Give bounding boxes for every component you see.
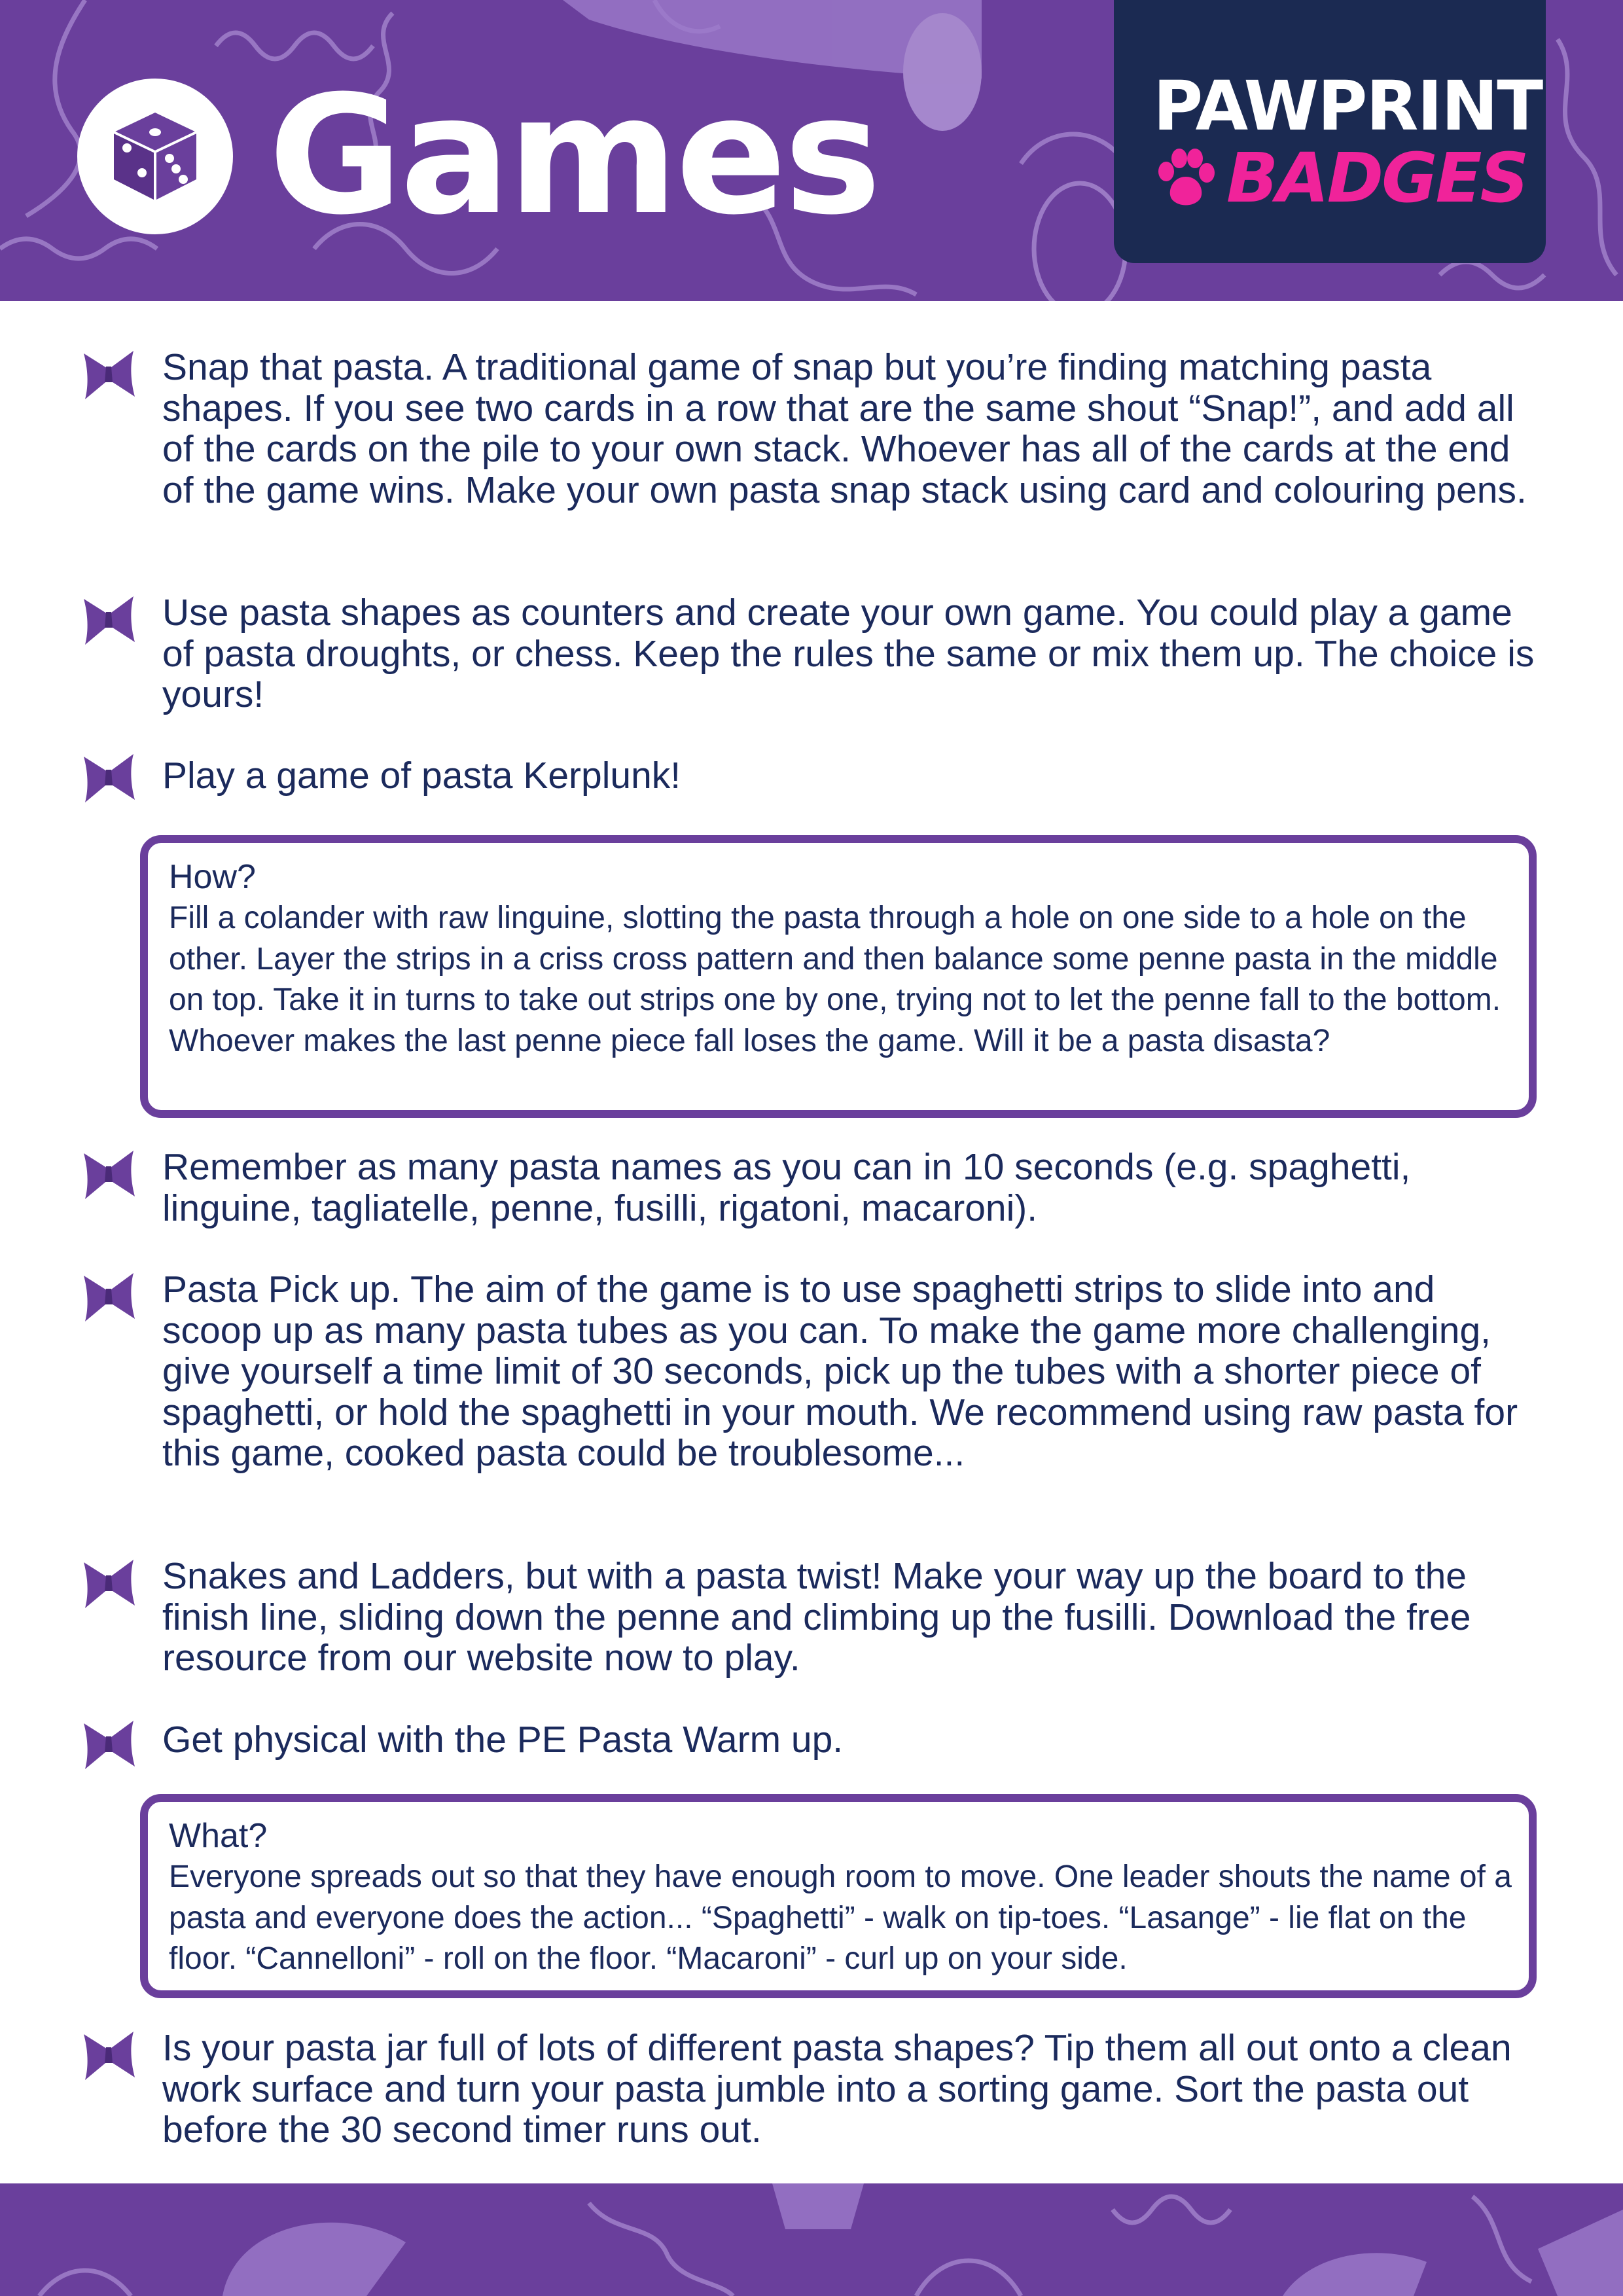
item-text: Remember as many pasta names as you can in 10 seconds (e.g. spaghetti, linguine, tagliatelle, penne, fusilli, rigatoni, macaroni). (162, 1146, 1411, 1229)
box-heading: What? (169, 1817, 268, 1855)
dice-badge (77, 79, 233, 234)
box-body: Everyone spreads out so that they have enough room to move. One leader shouts the name of a pasta and everyone does the action... “Spaghetti” - walk on tip-toes. “Lasange” - lie flat on the floor. “Cannelloni” - roll on the floor. “Macaroni” - curl up on your side. (169, 1859, 1512, 1976)
item-text: Get physical with the PE Pasta Warm up. (162, 1719, 844, 1761)
item-text: Snakes and Ladders, but with a pasta twist! Make your way up the board to the finish line, sliding down the penne and climbing up the fusilli. Download the free resource from our website now to play. (162, 1555, 1471, 1679)
farfalle-bullet-icon (80, 592, 137, 647)
item-text: Play a game of pasta Kerplunk! (162, 755, 681, 797)
farfalle-bullet-icon (80, 1269, 137, 1324)
farfalle-bullet-icon (80, 1556, 137, 1611)
pasta-pattern-decoration (0, 2183, 1623, 2296)
item-text: Is your pasta jar full of lots of different pasta shapes? Tip them all out onto a clean work surface and turn your pasta jumble into a sorting game. Sort the pasta out before the 30 second timer runs out. (162, 2027, 1512, 2151)
footer-banner (0, 2183, 1623, 2296)
how-info-box (140, 835, 1537, 1118)
item-text: Snap that pasta. A traditional game of snap but you’re finding matching pasta shapes. If you see two cards in a row that are the same shout “Snap!”, and add all of the cards on the pile to your own stack. Whoever has all of the cards at the end of the game wins. Make your own pasta snap stack using card and colouring pens. (162, 346, 1527, 511)
box-heading: How? (169, 858, 256, 896)
item-text: Use pasta shapes as counters and create your own game. You could play a game of pasta droughts, or chess. Keep the rules the same or mix them up. The choice is yours! (162, 592, 1535, 715)
item-text: Pasta Pick up. The aim of the game is to use spaghetti strips to slide into and scoop up as many pasta tubes as you can. To make the game more challenging, give yourself a time limit of 30 seconds, pick up the tubes with a shorter piece of spaghetti, or hold the spaghetti in your mouth. We recommend using raw pasta for this game, cooked pasta could be troublesome... (162, 1268, 1518, 1474)
dice-icon (106, 107, 204, 206)
logo-line-badges: BADGES (1226, 138, 1527, 218)
farfalle-bullet-icon (80, 1147, 137, 1202)
header-banner (0, 0, 1623, 301)
paw-icon (1154, 148, 1217, 207)
pawprint-badges-logo (1114, 0, 1546, 263)
farfalle-bullet-icon (80, 347, 137, 402)
farfalle-bullet-icon (80, 750, 137, 805)
logo-line-pawprint: PAWPRINT (1153, 66, 1543, 146)
box-body: Fill a colander with raw linguine, slotting the pasta through a hole on one side to a hole on the other. Layer the strips in a criss cross pattern and then balance some penne pasta in the middle on top. Take it in turns to take out strips one by one, trying not to let the penne fall to the bottom. Whoever makes the last penne piece fall loses the game. Will it be a pasta disasta? (169, 901, 1501, 1058)
farfalle-bullet-icon (80, 2028, 137, 2083)
page-title: Games (268, 60, 879, 251)
what-info-box (140, 1794, 1537, 1998)
farfalle-bullet-icon (80, 1717, 137, 1772)
